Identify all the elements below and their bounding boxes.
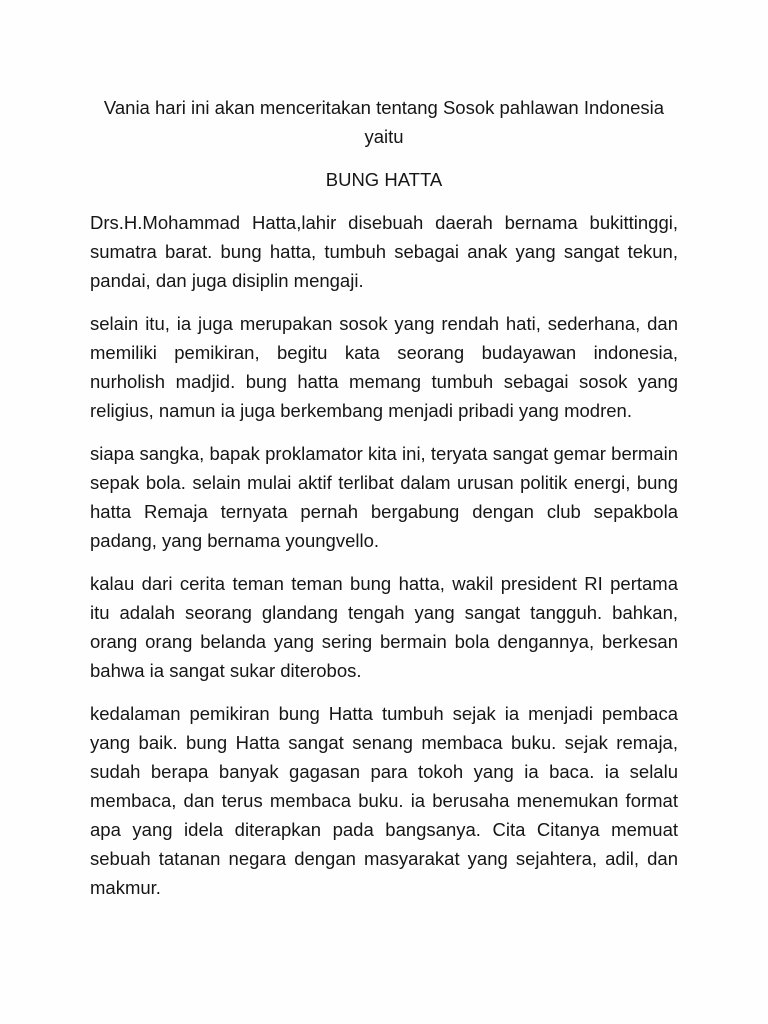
paragraph-character: selain itu, ia juga merupakan sosok yang rendah hati, sederhana, dan memiliki pemikiran, begitu kata seorang budayawan indonesia, nurholish madjid. bung hatta memang tumbuh sebagai sosok yang religius, namun ia juga berkembang menjadi pribadi yang modren.: [90, 313, 678, 421]
document-body: [90, 93, 678, 902]
paragraph-reading: kedalaman pemikiran bung Hatta tumbuh sejak ia menjadi pembaca yang baik. bung Hatta sangat senang membaca buku. sejak remaja, sudah berapa banyak gagasan para tokoh yang ia baca. ia selalu membaca, dan terus membaca buku. ia berusaha menemukan format apa yang idela diterapkan pada bangsanya. Cita Citanya memuat sebuah tatanan negara dengan masyarakat yang sejahtera, adil, dan makmur.: [90, 703, 678, 898]
paragraph-birth: Drs.H.Mohammad Hatta,lahir disebuah daerah bernama bukittinggi, sumatra barat. bung hatta, tumbuh sebagai anak yang sangat tekun, pandai, dan juga disiplin mengaji.: [90, 212, 678, 291]
paragraph-football: siapa sangka, bapak proklamator kita ini, teryata sangat gemar bermain sepak bola. selain mulai aktif terlibat dalam urusan politik energi, bung hatta Remaja ternyata pernah bergabung dengan club sepakbola padang, yang bernama youngvello.: [90, 443, 678, 551]
paragraph-midfielder: kalau dari cerita teman teman bung hatta, wakil president RI pertama itu adalah seorang glandang tengah yang sangat tangguh. bahkan, orang orang belanda yang sering bermain bola dengannya, berkesan bahwa ia sangat sukar diterobos.: [90, 573, 678, 681]
intro-line: Vania hari ini akan menceritakan tentang Sosok pahlawan Indonesia yaitu: [103, 97, 665, 147]
document-title: BUNG HATTA: [325, 169, 443, 190]
